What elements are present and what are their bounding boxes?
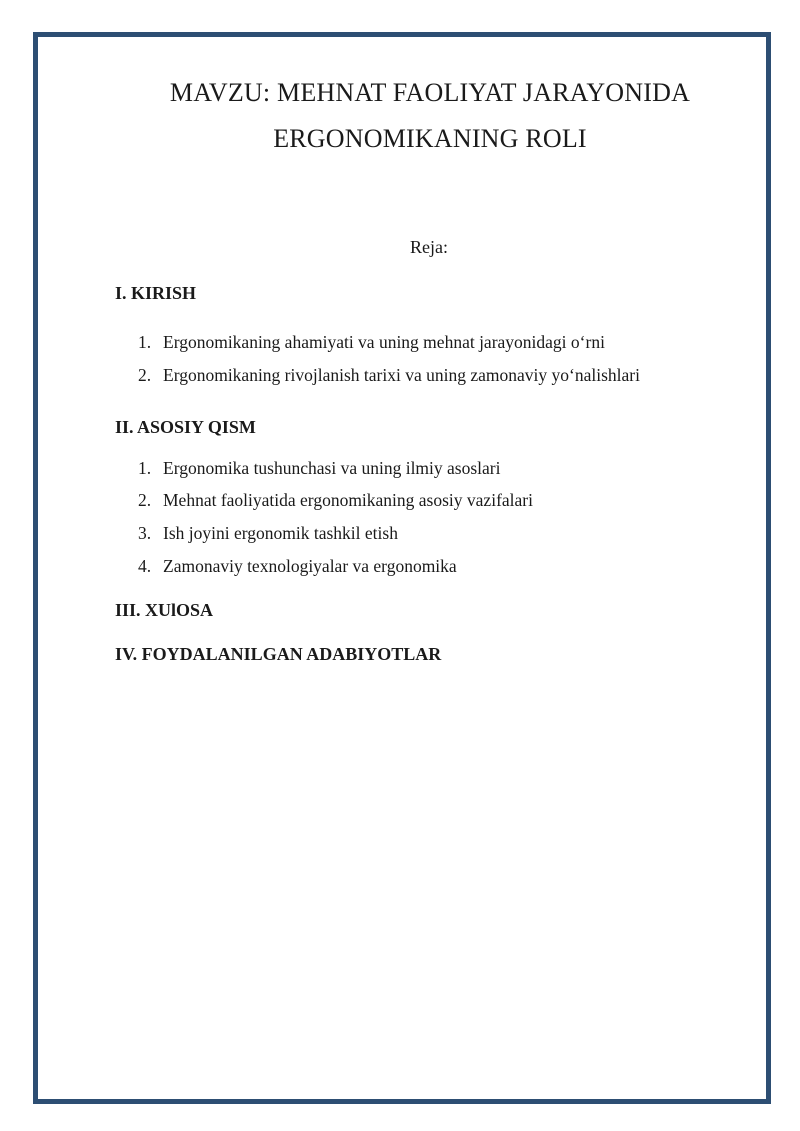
list-item-text: Ergonomikaning rivojlanish tarixi va uning zamonaviy yo‘nalishlari xyxy=(163,365,640,385)
list-item-text: Zamonaviy texnologiyalar va ergonomika xyxy=(163,556,457,576)
section-heading-xulosa: III. XUlOSA xyxy=(115,600,214,620)
list-item-number: 4. xyxy=(138,556,152,576)
list-item xyxy=(138,558,457,576)
list-item-number: 3. xyxy=(138,523,152,543)
list-item xyxy=(138,525,398,543)
list-item-number: 1. xyxy=(138,458,152,478)
section-heading-kirish: I. KIRISH xyxy=(115,283,197,303)
list-item-text: Ergonomika tushunchasi va uning ilmiy asoslari xyxy=(163,458,501,478)
section-heading-adabiyotlar: IV. FOYDALANILGAN ADABIYOTLAR xyxy=(115,644,442,664)
list-item xyxy=(138,460,500,478)
section-heading-asosiy-qism: II. ASOSIY QISM xyxy=(115,417,256,437)
list-item xyxy=(138,334,605,352)
list-item-text: Ish joyini ergonomik tashkil etish xyxy=(163,523,398,543)
document-title-line-2: ERGONOMIKANING ROLI xyxy=(273,124,587,153)
list-item xyxy=(138,492,533,510)
list-item xyxy=(138,367,640,385)
document-title-line-1: MAVZU: MEHNAT FAOLIYAT JARAYONIDA xyxy=(169,78,691,107)
list-item-number: 2. xyxy=(138,365,152,385)
list-item-text: Ergonomikaning ahamiyati va uning mehnat jarayonidagi o‘rni xyxy=(163,332,605,352)
plan-label: Reja: xyxy=(410,237,448,257)
list-item-number: 1. xyxy=(138,332,152,352)
list-item-text: Mehnat faoliyatida ergonomikaning asosiy vazifalari xyxy=(163,490,533,510)
list-item-number: 2. xyxy=(138,490,152,510)
